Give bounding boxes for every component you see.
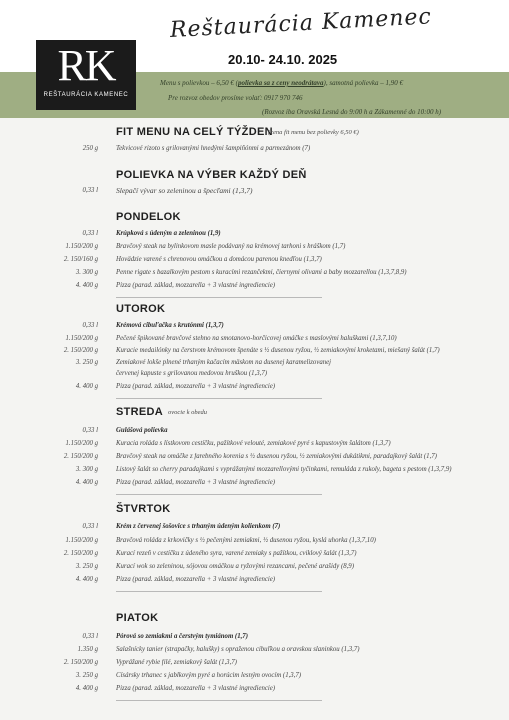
item-qty: 3. 300 g bbox=[75, 466, 98, 473]
divider bbox=[116, 297, 322, 298]
restaurant-title: Reštaurácia Kamenec bbox=[169, 4, 433, 43]
menu-item: Císársky trhanec s jablkovým pyré a horúcim lesným ovocím (1,3,7) bbox=[116, 672, 302, 679]
section-title-monday: PONDELOK bbox=[116, 211, 181, 223]
section-title-soup: POLIEVKA NA VÝBER KAŽDÝ DEŇ bbox=[116, 169, 307, 181]
fit-price-note: (cena fit menu bez polievky 6,50 €) bbox=[268, 129, 359, 136]
menu-item: Krém z červenej šošovice s trhaným údeným kolienkom (7) bbox=[116, 523, 281, 530]
item-qty: 3. 250 g bbox=[75, 359, 98, 366]
item-qty: 4. 400 g bbox=[75, 685, 98, 692]
menu-item: Pórová so zemiakmi a čerstvým tymiánom (1,7) bbox=[116, 633, 248, 640]
menu-item: Zemiakové lokše plnené trhaným kačacím mäskom na dusenej karamelizovanej bbox=[116, 359, 332, 366]
menu-item: Gulášová polievka bbox=[116, 427, 168, 434]
item-qty: 1.150/200 g bbox=[65, 440, 98, 447]
item-qty: 2. 150/160 g bbox=[63, 256, 98, 263]
item-qty: 3. 300 g bbox=[75, 269, 98, 276]
restaurant-logo bbox=[36, 40, 136, 110]
menu-item: Kuracia roláda s lístkovom cestíčku, pažítkové velouté, zemiakové pyré s kapustovým šalátom (1,3,7) bbox=[116, 440, 391, 447]
price-info-b: ), samotná polievka – 1,90 € bbox=[323, 79, 404, 87]
price-info-a: Menu s polievkou – 6,50 € ( bbox=[160, 79, 238, 87]
menu-item: Vyprážané rybie filé, zemiakový šalát (1,3,7) bbox=[116, 659, 237, 666]
menu-header bbox=[0, 0, 509, 118]
menu-item: červenej kapuste s grilovanou medovou hruškou (1,3,7) bbox=[116, 370, 268, 377]
item-qty: 0,33 l bbox=[82, 523, 98, 530]
wednesday-note: ovocie k obedu bbox=[168, 409, 207, 416]
price-info bbox=[160, 79, 509, 87]
menu-item: Kurací wok so zeleninou, sójovou omáčkou a ryžovými rezancami, pečené arašidy (8,9) bbox=[116, 563, 354, 570]
item-qty: 0,33 l bbox=[82, 230, 98, 237]
item-qty: 2. 150/200 g bbox=[63, 453, 98, 460]
menu-item: Pizza (parad. základ, mozzarella + 3 vlastné ingrediencie) bbox=[116, 282, 276, 289]
menu-item: Pizza (parad. základ, mozzarella + 3 vlastné ingrediencie) bbox=[116, 479, 276, 486]
menu-item: Bravčová roláda z krkovičky s ½ pečenými zemiakmi, ½ dusenou ryžou, kyslá uhorka (1,3,7,10) bbox=[116, 537, 376, 544]
menu-item: Kurací rezeň v cestíčku z údeného syra, varené zemiaky s pažítkou, cviklový šalát (1,3,7) bbox=[116, 550, 357, 557]
menu-item: Hovädzie varené s chrenovou omáčkou a domácou parenou knedľou (1,3,7) bbox=[116, 256, 322, 263]
item-qty: 1.350 g bbox=[77, 646, 98, 653]
menu-item: Slepačí vývar so zeleninou a špecľami (1,3,7) bbox=[116, 186, 253, 195]
divider bbox=[116, 494, 322, 495]
divider bbox=[116, 700, 322, 701]
item-qty: 2. 150/200 g bbox=[63, 550, 98, 557]
logo-mark: RK bbox=[57, 41, 115, 90]
item-qty: 3. 250 g bbox=[75, 672, 98, 679]
item-qty: 4. 400 g bbox=[75, 282, 98, 289]
menu-item: Listový šalát so cherry paradajkami s vyprážanými mozzarellovými tyčinkami, remuláda z rukoly, bageta s pestom (1,3,7,9) bbox=[116, 466, 452, 473]
item-qty: 0,33 l bbox=[82, 427, 98, 434]
delivery-hours: (Rozvoz iba Oravská Lesná do 9:00 h a Zákamenné do 10:00 h) bbox=[262, 108, 442, 116]
menu-item: Tekvicové rizoto s grilovanými hnedými šampiňónmi a parmezánom (7) bbox=[116, 145, 311, 152]
menu-item: Krúpková s údeným a zeleninou (1,9) bbox=[116, 230, 221, 237]
menu-item: Pečené špikované bravčové stehno na smotanovo-horčicovej omáčke s maslovými haluškami (1,3,7,10) bbox=[116, 335, 397, 342]
item-qty: 3. 250 g bbox=[75, 563, 98, 570]
menu-item: Pizza (parad. základ, mozzarella + 3 vlastné ingrediencie) bbox=[116, 576, 276, 583]
price-info-note: polievka sa z ceny neodrátava bbox=[237, 79, 324, 87]
logo-subtitle: REŠTAURÁCIA KAMENEC bbox=[43, 92, 129, 98]
delivery-phone: Pre rozvoz obedov prosíme volať: 0917 970 746 bbox=[168, 94, 303, 102]
section-title-thursday: ŠTVRTOK bbox=[116, 503, 171, 515]
menu-item: Bravčový steak na bylinkovom masle podávaný na krémovej tarhoni s hráškom (1,7) bbox=[116, 243, 346, 250]
item-qty: 250 g bbox=[82, 145, 98, 152]
section-title-tuesday: UTOROK bbox=[116, 303, 166, 315]
item-qty: 1.150/200 g bbox=[65, 335, 98, 342]
item-qty: 0,33 l bbox=[82, 187, 98, 194]
item-qty: 4. 400 g bbox=[75, 576, 98, 583]
item-qty: 2. 150/200 g bbox=[63, 659, 98, 666]
item-qty: 0,33 l bbox=[82, 633, 98, 640]
section-title-friday: PIATOK bbox=[116, 612, 159, 624]
week-dates: 20.10- 24.10. 2025 bbox=[228, 52, 338, 67]
item-qty: 4. 400 g bbox=[75, 479, 98, 486]
divider bbox=[116, 591, 322, 592]
divider bbox=[116, 398, 322, 399]
section-title-fit: FIT MENU NA CELÝ TÝŽDEN bbox=[116, 126, 273, 138]
item-qty: 0,33 l bbox=[82, 322, 98, 329]
item-qty: 4. 400 g bbox=[75, 383, 98, 390]
section-title-wednesday: STREDA bbox=[116, 406, 164, 418]
item-qty: 2. 150/200 g bbox=[63, 347, 98, 354]
menu-item: Krémová cibuľačka s krutónmi (1,3,7) bbox=[116, 322, 224, 329]
menu-item: Pizza (parad. základ, mozzarella + 3 vlastné ingrediencie) bbox=[116, 383, 276, 390]
menu-item: Kuracie medailónky na čerstvom krémovom špenáte s ½ dusenou ryžou, ½ zemiakovými kroketami, miešaný šalát (1,7) bbox=[116, 347, 440, 354]
item-qty: 1.150/200 g bbox=[65, 537, 98, 544]
menu-item: Salašnícky tanier (strapačky, halušky) s opraženou cibuľkou a oravskou slaninkou (1,3,7) bbox=[116, 646, 360, 653]
item-qty: 1.150/200 g bbox=[65, 243, 98, 250]
menu-item: Bravčový steak na omáčke z farebného korenia s ½ dusenou ryžou, ½ zemiakovými dukátikmi, paradajkový šalát (1,7) bbox=[116, 453, 437, 460]
menu-item: Penne rigate s bazalkovým pestom s kuracími rezančekmi, čiernymi olivami a baby mozzarellou (1,3,7,8,9) bbox=[116, 269, 407, 276]
menu-item: Pizza (parad. základ, mozzarella + 3 vlastné ingrediencie) bbox=[116, 685, 276, 692]
